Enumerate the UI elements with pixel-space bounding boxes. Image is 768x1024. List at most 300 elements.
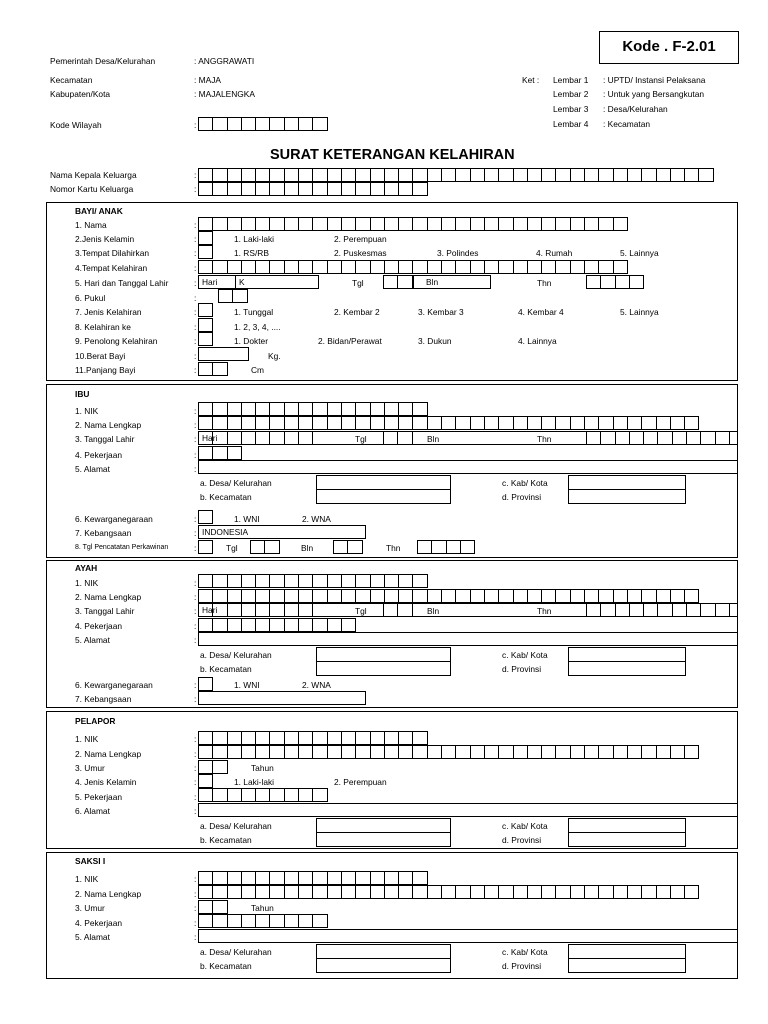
char-box[interactable] xyxy=(641,745,656,759)
char-box[interactable] xyxy=(341,402,356,416)
char-box[interactable] xyxy=(412,416,427,430)
char-box[interactable] xyxy=(584,589,599,603)
char-box[interactable] xyxy=(615,275,630,289)
char-box[interactable] xyxy=(470,217,485,231)
tgl-boxes[interactable] xyxy=(383,275,413,289)
char-box[interactable] xyxy=(470,168,485,182)
ayah-thn-boxes[interactable] xyxy=(586,603,730,617)
char-box[interactable] xyxy=(570,589,585,603)
char-box[interactable] xyxy=(384,589,399,603)
char-box[interactable] xyxy=(255,117,270,131)
char-box[interactable] xyxy=(455,885,470,899)
char-box[interactable] xyxy=(198,217,213,231)
char-box[interactable] xyxy=(227,182,242,196)
char-box[interactable] xyxy=(455,416,470,430)
char-box[interactable] xyxy=(255,416,270,430)
char-box[interactable] xyxy=(541,745,556,759)
char-box[interactable] xyxy=(643,603,658,617)
char-box[interactable] xyxy=(598,589,613,603)
pelapor-desa-box[interactable] xyxy=(316,818,451,847)
char-box[interactable] xyxy=(227,431,242,445)
char-box[interactable] xyxy=(370,745,385,759)
char-box[interactable] xyxy=(212,618,227,632)
char-box[interactable] xyxy=(513,589,528,603)
char-box[interactable] xyxy=(441,416,456,430)
char-box[interactable] xyxy=(269,117,284,131)
char-box[interactable] xyxy=(312,788,327,802)
char-box[interactable] xyxy=(327,574,342,588)
char-box[interactable] xyxy=(218,289,233,303)
char-box[interactable] xyxy=(613,745,628,759)
char-box[interactable] xyxy=(255,589,270,603)
char-box[interactable] xyxy=(570,217,585,231)
char-box[interactable] xyxy=(412,745,427,759)
char-box[interactable] xyxy=(298,168,313,182)
char-box[interactable] xyxy=(327,416,342,430)
char-box[interactable] xyxy=(327,402,342,416)
kode-wilayah-boxes[interactable] xyxy=(198,117,328,131)
char-box[interactable] xyxy=(241,431,256,445)
ibu-nik-boxes[interactable] xyxy=(198,402,428,416)
char-box[interactable] xyxy=(470,260,485,274)
char-box[interactable] xyxy=(341,745,356,759)
char-box[interactable] xyxy=(312,117,327,131)
char-box[interactable] xyxy=(613,260,628,274)
char-box[interactable] xyxy=(212,574,227,588)
penolong-box[interactable] xyxy=(198,332,213,346)
char-box[interactable] xyxy=(584,217,599,231)
char-box[interactable] xyxy=(384,416,399,430)
char-box[interactable] xyxy=(284,745,299,759)
char-box[interactable] xyxy=(327,182,342,196)
char-box[interactable] xyxy=(269,431,284,445)
thn-boxes[interactable] xyxy=(586,275,644,289)
char-box[interactable] xyxy=(460,540,475,554)
char-box[interactable] xyxy=(298,217,313,231)
ibu-tgl-boxes[interactable] xyxy=(383,431,413,445)
pelapor-kab-box[interactable] xyxy=(568,818,686,847)
char-box[interactable] xyxy=(613,168,628,182)
panjang-boxes[interactable] xyxy=(198,362,228,376)
perk-bln-boxes[interactable] xyxy=(333,540,363,554)
char-box[interactable] xyxy=(398,589,413,603)
ayah-kab-box[interactable] xyxy=(568,647,686,676)
char-box[interactable] xyxy=(241,885,256,899)
char-box[interactable] xyxy=(284,885,299,899)
char-box[interactable] xyxy=(327,745,342,759)
char-box[interactable] xyxy=(441,168,456,182)
char-box[interactable] xyxy=(298,618,313,632)
char-box[interactable] xyxy=(241,182,256,196)
char-box[interactable] xyxy=(470,885,485,899)
char-box[interactable] xyxy=(212,603,227,617)
char-box[interactable] xyxy=(513,885,528,899)
char-box[interactable] xyxy=(555,589,570,603)
char-box[interactable] xyxy=(398,574,413,588)
char-box[interactable] xyxy=(284,914,299,928)
char-box[interactable] xyxy=(284,182,299,196)
ayah-pekerjaan-boxes[interactable] xyxy=(198,618,356,632)
char-box[interactable] xyxy=(527,168,542,182)
char-box[interactable] xyxy=(284,431,299,445)
char-box[interactable] xyxy=(441,260,456,274)
char-box[interactable] xyxy=(412,217,427,231)
char-box[interactable] xyxy=(255,788,270,802)
char-box[interactable] xyxy=(227,446,242,460)
char-box[interactable] xyxy=(298,182,313,196)
char-box[interactable] xyxy=(198,788,213,802)
char-box[interactable] xyxy=(298,117,313,131)
char-box[interactable] xyxy=(198,182,213,196)
char-box[interactable] xyxy=(641,589,656,603)
char-box[interactable] xyxy=(513,416,528,430)
char-box[interactable] xyxy=(198,745,213,759)
char-box[interactable] xyxy=(212,745,227,759)
char-box[interactable] xyxy=(600,275,615,289)
char-box[interactable] xyxy=(412,731,427,745)
char-box[interactable] xyxy=(312,731,327,745)
char-box[interactable] xyxy=(212,217,227,231)
ayah-wn-box[interactable] xyxy=(198,677,213,691)
char-box[interactable] xyxy=(355,168,370,182)
char-box[interactable] xyxy=(398,731,413,745)
char-box[interactable] xyxy=(212,402,227,416)
char-box[interactable] xyxy=(627,885,642,899)
char-box[interactable] xyxy=(498,260,513,274)
char-box[interactable] xyxy=(615,603,630,617)
char-box[interactable] xyxy=(398,416,413,430)
char-box[interactable] xyxy=(627,168,642,182)
char-box[interactable] xyxy=(198,510,213,524)
char-box[interactable] xyxy=(312,745,327,759)
char-box[interactable] xyxy=(555,745,570,759)
char-box[interactable] xyxy=(455,745,470,759)
char-box[interactable] xyxy=(427,260,442,274)
char-box[interactable] xyxy=(212,446,227,460)
char-box[interactable] xyxy=(227,402,242,416)
char-box[interactable] xyxy=(584,168,599,182)
char-box[interactable] xyxy=(312,217,327,231)
char-box[interactable] xyxy=(198,603,213,617)
char-box[interactable] xyxy=(298,914,313,928)
char-box[interactable] xyxy=(398,182,413,196)
ayah-desa-box[interactable] xyxy=(316,647,451,676)
char-box[interactable] xyxy=(227,117,242,131)
ibu-kebangsaan-box[interactable] xyxy=(198,525,366,539)
char-box[interactable] xyxy=(255,885,270,899)
ibu-hari-boxes[interactable] xyxy=(198,431,313,445)
char-box[interactable] xyxy=(584,416,599,430)
char-box[interactable] xyxy=(269,871,284,885)
char-box[interactable] xyxy=(198,402,213,416)
char-box[interactable] xyxy=(700,603,715,617)
char-box[interactable] xyxy=(212,168,227,182)
char-box[interactable] xyxy=(255,871,270,885)
char-box[interactable] xyxy=(670,416,685,430)
char-box[interactable] xyxy=(427,885,442,899)
char-box[interactable] xyxy=(298,745,313,759)
char-box[interactable] xyxy=(241,871,256,885)
char-box[interactable] xyxy=(198,871,213,885)
char-box[interactable] xyxy=(684,745,699,759)
kepala-keluarga-boxes[interactable] xyxy=(198,168,714,182)
bayi-tempat-kelahiran-boxes[interactable] xyxy=(198,260,628,274)
char-box[interactable] xyxy=(527,217,542,231)
char-box[interactable] xyxy=(255,603,270,617)
char-box[interactable] xyxy=(298,589,313,603)
char-box[interactable] xyxy=(641,168,656,182)
char-box[interactable] xyxy=(586,431,601,445)
char-box[interactable] xyxy=(427,745,442,759)
char-box[interactable] xyxy=(397,431,412,445)
char-box[interactable] xyxy=(613,589,628,603)
char-box[interactable] xyxy=(284,416,299,430)
char-box[interactable] xyxy=(212,362,227,376)
char-box[interactable] xyxy=(398,260,413,274)
char-box[interactable] xyxy=(298,788,313,802)
char-box[interactable] xyxy=(269,402,284,416)
char-box[interactable] xyxy=(269,914,284,928)
char-box[interactable] xyxy=(441,217,456,231)
char-box[interactable] xyxy=(269,603,284,617)
char-box[interactable] xyxy=(198,303,213,317)
char-box[interactable] xyxy=(212,182,227,196)
char-box[interactable] xyxy=(312,260,327,274)
char-box[interactable] xyxy=(370,402,385,416)
char-box[interactable] xyxy=(355,871,370,885)
char-box[interactable] xyxy=(598,217,613,231)
char-box[interactable] xyxy=(241,217,256,231)
char-box[interactable] xyxy=(555,260,570,274)
char-box[interactable] xyxy=(212,914,227,928)
char-box[interactable] xyxy=(255,402,270,416)
char-box[interactable] xyxy=(498,416,513,430)
char-box[interactable] xyxy=(629,431,644,445)
char-box[interactable] xyxy=(613,217,628,231)
char-box[interactable] xyxy=(527,589,542,603)
char-box[interactable] xyxy=(312,416,327,430)
char-box[interactable] xyxy=(684,416,699,430)
char-box[interactable] xyxy=(384,885,399,899)
char-box[interactable] xyxy=(615,431,630,445)
char-box[interactable] xyxy=(643,431,658,445)
char-box[interactable] xyxy=(255,260,270,274)
char-box[interactable] xyxy=(212,117,227,131)
char-box[interactable] xyxy=(212,731,227,745)
char-box[interactable] xyxy=(269,589,284,603)
char-box[interactable] xyxy=(427,416,442,430)
char-box[interactable] xyxy=(312,574,327,588)
char-box[interactable] xyxy=(198,231,213,245)
char-box[interactable] xyxy=(555,217,570,231)
char-box[interactable] xyxy=(227,574,242,588)
char-box[interactable] xyxy=(341,182,356,196)
char-box[interactable] xyxy=(656,416,671,430)
char-box[interactable] xyxy=(541,260,556,274)
char-box[interactable] xyxy=(227,589,242,603)
char-box[interactable] xyxy=(327,618,342,632)
char-box[interactable] xyxy=(584,260,599,274)
char-box[interactable] xyxy=(484,745,499,759)
char-box[interactable] xyxy=(241,402,256,416)
char-box[interactable] xyxy=(312,402,327,416)
char-box[interactable] xyxy=(355,260,370,274)
saksi-pekerjaan-boxes[interactable] xyxy=(198,914,328,928)
char-box[interactable] xyxy=(527,416,542,430)
char-box[interactable] xyxy=(241,603,256,617)
char-box[interactable] xyxy=(284,168,299,182)
char-box[interactable] xyxy=(598,168,613,182)
pelapor-nama-boxes[interactable] xyxy=(198,745,699,759)
char-box[interactable] xyxy=(255,745,270,759)
char-box[interactable] xyxy=(584,745,599,759)
char-box[interactable] xyxy=(198,677,213,691)
char-box[interactable] xyxy=(641,416,656,430)
bayi-nama-boxes[interactable] xyxy=(198,217,628,231)
ayah-alamat-box[interactable] xyxy=(198,632,738,646)
char-box[interactable] xyxy=(212,589,227,603)
char-box[interactable] xyxy=(269,618,284,632)
ayah-kebangsaan-box[interactable] xyxy=(198,691,366,705)
char-box[interactable] xyxy=(198,245,213,259)
char-box[interactable] xyxy=(384,217,399,231)
char-box[interactable] xyxy=(470,416,485,430)
char-box[interactable] xyxy=(513,217,528,231)
char-box[interactable] xyxy=(212,788,227,802)
ibu-pekerjaan-boxes[interactable] xyxy=(198,446,242,460)
char-box[interactable] xyxy=(355,416,370,430)
char-box[interactable] xyxy=(455,589,470,603)
char-box[interactable] xyxy=(384,574,399,588)
char-box[interactable] xyxy=(327,871,342,885)
ayah-tgl-boxes[interactable] xyxy=(383,603,413,617)
char-box[interactable] xyxy=(370,574,385,588)
char-box[interactable] xyxy=(227,618,242,632)
char-box[interactable] xyxy=(541,168,556,182)
char-box[interactable] xyxy=(484,885,499,899)
char-box[interactable] xyxy=(384,731,399,745)
saksi-nama-boxes[interactable] xyxy=(198,885,699,899)
char-box[interactable] xyxy=(341,885,356,899)
char-box[interactable] xyxy=(227,731,242,745)
char-box[interactable] xyxy=(269,574,284,588)
char-box[interactable] xyxy=(198,900,213,914)
char-box[interactable] xyxy=(241,260,256,274)
char-box[interactable] xyxy=(656,168,671,182)
pelapor-pekerjaan-boxes[interactable] xyxy=(198,788,328,802)
char-box[interactable] xyxy=(427,168,442,182)
char-box[interactable] xyxy=(269,168,284,182)
char-box[interactable] xyxy=(269,731,284,745)
char-box[interactable] xyxy=(513,260,528,274)
char-box[interactable] xyxy=(341,217,356,231)
char-box[interactable] xyxy=(269,217,284,231)
char-box[interactable] xyxy=(355,589,370,603)
saksi-kab-box[interactable] xyxy=(568,944,686,973)
char-box[interactable] xyxy=(656,745,671,759)
char-box[interactable] xyxy=(250,540,265,554)
bayi-jk-box[interactable] xyxy=(198,231,213,245)
saksi-umur-boxes[interactable] xyxy=(198,900,228,914)
char-box[interactable] xyxy=(672,431,687,445)
char-box[interactable] xyxy=(586,275,601,289)
char-box[interactable] xyxy=(370,871,385,885)
char-box[interactable] xyxy=(355,217,370,231)
char-box[interactable] xyxy=(384,402,399,416)
char-box[interactable] xyxy=(212,416,227,430)
pelapor-jk-box[interactable] xyxy=(198,774,213,788)
char-box[interactable] xyxy=(198,117,213,131)
char-box[interactable] xyxy=(198,589,213,603)
char-box[interactable] xyxy=(269,745,284,759)
char-box[interactable] xyxy=(598,260,613,274)
char-box[interactable] xyxy=(397,275,412,289)
char-box[interactable] xyxy=(455,168,470,182)
char-box[interactable] xyxy=(255,914,270,928)
char-box[interactable] xyxy=(341,731,356,745)
char-box[interactable] xyxy=(269,182,284,196)
char-box[interactable] xyxy=(255,731,270,745)
char-box[interactable] xyxy=(600,431,615,445)
char-box[interactable] xyxy=(527,885,542,899)
char-box[interactable] xyxy=(198,885,213,899)
char-box[interactable] xyxy=(333,540,348,554)
char-box[interactable] xyxy=(212,431,227,445)
char-box[interactable] xyxy=(370,168,385,182)
char-box[interactable] xyxy=(672,603,687,617)
bayi-tempat-box[interactable] xyxy=(198,245,213,259)
char-box[interactable] xyxy=(269,416,284,430)
char-box[interactable] xyxy=(227,217,242,231)
char-box[interactable] xyxy=(241,416,256,430)
char-box[interactable] xyxy=(555,168,570,182)
char-box[interactable] xyxy=(212,260,227,274)
saksi-nik-boxes[interactable] xyxy=(198,871,428,885)
char-box[interactable] xyxy=(284,574,299,588)
char-box[interactable] xyxy=(412,589,427,603)
ibu-nama-boxes[interactable] xyxy=(198,416,699,430)
char-box[interactable] xyxy=(383,275,398,289)
char-box[interactable] xyxy=(198,731,213,745)
char-box[interactable] xyxy=(417,540,432,554)
char-box[interactable] xyxy=(498,589,513,603)
char-box[interactable] xyxy=(484,416,499,430)
char-box[interactable] xyxy=(498,885,513,899)
char-box[interactable] xyxy=(370,182,385,196)
char-box[interactable] xyxy=(241,618,256,632)
char-box[interactable] xyxy=(198,332,213,346)
char-box[interactable] xyxy=(657,603,672,617)
char-box[interactable] xyxy=(446,540,461,554)
char-box[interactable] xyxy=(198,618,213,632)
char-box[interactable] xyxy=(370,885,385,899)
char-box[interactable] xyxy=(269,260,284,274)
char-box[interactable] xyxy=(198,914,213,928)
perk-thn-boxes[interactable] xyxy=(417,540,475,554)
ayah-nama-boxes[interactable] xyxy=(198,589,699,603)
char-box[interactable] xyxy=(355,885,370,899)
char-box[interactable] xyxy=(412,871,427,885)
char-box[interactable] xyxy=(341,618,356,632)
char-box[interactable] xyxy=(670,885,685,899)
kartu-keluarga-boxes[interactable] xyxy=(198,182,428,196)
char-box[interactable] xyxy=(241,914,256,928)
char-box[interactable] xyxy=(398,402,413,416)
pelapor-umur-boxes[interactable] xyxy=(198,760,228,774)
pelapor-nik-boxes[interactable] xyxy=(198,731,428,745)
char-box[interactable] xyxy=(541,217,556,231)
char-box[interactable] xyxy=(641,885,656,899)
